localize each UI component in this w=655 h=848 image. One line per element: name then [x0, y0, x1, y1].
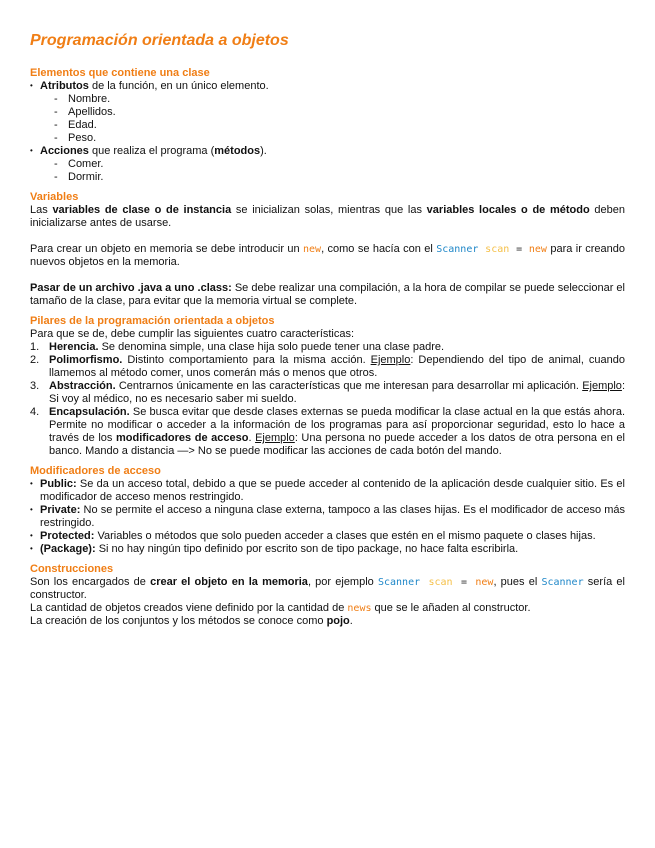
access-modifiers-list: [30, 478, 625, 556]
heading-modificadores: Modificadores de acceso: [30, 465, 161, 477]
list-item: - Apellidos.: [54, 106, 625, 119]
code-scan: scan: [485, 244, 510, 255]
code-new: new: [303, 244, 322, 255]
list-item: - Nombre.: [54, 93, 625, 106]
paragraph-compile: Pasar de un archivo .java a uno .class: Se debe realizar una compilación, a la hora de compilar se puede seleccionar el tamaño de la clase, para evitar que la memoria virtual se complete.: [30, 282, 625, 307]
heading-pilares: Pilares de la programación orientada a objetos: [30, 315, 275, 327]
attributes-sublist: [40, 93, 625, 145]
code-new: new: [528, 244, 547, 255]
list-item-herencia: 1. Herencia. Se denomina simple, una clase hija solo puede tener una clase padre.: [30, 341, 445, 353]
list-item: - Comer.: [54, 158, 625, 171]
list-item-acciones: • Acciones que realiza el programa (métodos). - Comer. - Dormir.: [30, 145, 625, 184]
list-item-protected: • Protected: Variables o métodos que solo pueden acceder a clases que estén en el mismo paquete o clases hijas.: [30, 530, 625, 543]
paragraph-pojo: La creación de los conjuntos y los métodos se conoce como pojo.: [30, 615, 353, 627]
paragraph-variables: Las variables de clase o de instancia se inicializan solas, mientras que las variables locales o de método deben inicializarse antes de usarse.: [30, 204, 625, 229]
class-elements-list: [30, 80, 625, 184]
list-item-package: • (Package): Si no hay ningún tipo definido por escrito son de tipo package, no hace falta escribirla.: [30, 543, 625, 556]
paragraph-new-object: Para crear un objeto en memoria se debe introducir un new, como se hacía con el Scanner scan = new para ir creando nuevos objetos en la memoria.: [30, 243, 626, 268]
page-title: Programación orientada a objetos: [30, 32, 289, 49]
list-item-encapsulacion: 4. Encapsulación. Se busca evitar que desde clases externas se pueda modificar la clase actual en la que estás ahora. Permite no modificar o acceder a la información de los programas para así proporcionar seguridad, esto lo hace a través de los modificadores de acceso. Ejemplo: Una persona no puede acceder a los datos de otra persona en el banco. Mando a distancia —> No se puede modificar las acciones de cada botón del mando.: [30, 406, 625, 457]
list-item-abstraccion: 3. Abstracción. Centrarnos únicamente en las características que me interesan para desarrollar mi aplicación. Ejemplo: Si voy al médico, no es necesario saber mi sueldo.: [30, 380, 625, 405]
paragraph-cantidad: La cantidad de objetos creados viene definido por la cantidad de news que se le añaden al constructor.: [30, 602, 531, 614]
actions-sublist: [40, 158, 625, 184]
code-scanner: Scanner: [377, 577, 421, 588]
list-item: - Peso.: [54, 132, 625, 145]
code-scan: scan: [428, 577, 453, 588]
heading-variables: Variables: [30, 191, 79, 203]
list-item-public: • Public: Se da un acceso total, debido a que se puede acceder al contenido de la aplicación desde cualquier sitio. Es el modificador de acceso menos restringido.: [30, 478, 625, 504]
list-item-private: • Private: No se permite el acceso a ninguna clase externa, tampoco a las clases hijas. Es el modificador de acceso más restringido.: [30, 504, 625, 530]
list-item: - Edad.: [54, 119, 625, 132]
list-item: - Dormir.: [54, 171, 625, 184]
code-scanner: Scanner: [436, 244, 479, 255]
paragraph-pilares-intro: Para que se de, debe cumplir las siguientes cuatro características:: [30, 328, 355, 340]
code-new: new: [475, 577, 494, 588]
list-item-polimorfismo: 2. Polimorfismo. Distinto comportamiento para la misma acción. Ejemplo: Dependiendo del tipo de animal, cuando llamemos al método comer, unos comerán más o menos que otros.: [30, 354, 625, 379]
code-scanner: Scanner: [541, 577, 584, 588]
paragraph-constructores: Son los encargados de crear el objeto en la memoria, por ejemplo Scanner scan = new, pues el Scanner sería el constructor.: [30, 576, 625, 601]
code-news: news: [347, 603, 372, 614]
list-item-atributos: • Atributos de la función, en un único elemento. - Nombre. - Apellidos. - Edad. - Peso.: [30, 80, 625, 145]
pillars-list: [30, 341, 625, 458]
heading-elementos: Elementos que contiene una clase: [30, 67, 210, 79]
heading-construcciones: Construcciones: [30, 563, 114, 575]
